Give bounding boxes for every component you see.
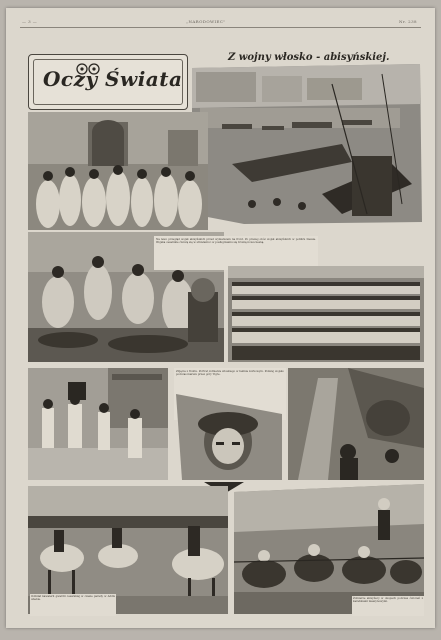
bottom-right-caption: Żołnierze abisyńscy w okopach podczas ćwiczeń z karabinami maszynowymi. <box>353 597 423 604</box>
page-number: — 3 — <box>22 19 38 24</box>
crowd-caption-box <box>154 236 318 270</box>
newspaper-page <box>6 8 435 628</box>
center-caption: Zdjęcia z frontu. Portret żołnierza włoskiego w hełmie korkowym. Poniżej wojsko podczas marszu przez góry Tigre. <box>176 370 284 377</box>
bottom-left-caption-box <box>30 594 116 616</box>
crowd-photo <box>28 112 208 230</box>
section-title: Oczy Świata <box>43 67 183 91</box>
troops-formation-photo <box>228 266 424 362</box>
newspaper-name: „NARODOWIEC" <box>186 19 226 24</box>
soldier-portrait-photo <box>176 394 282 480</box>
crowd-caption: Na lewo przegląd wojsk abisyńskich przed wymarszem na front. Po prawej obóz wojsk abisyńskich w pobliżu Dessie. Wojska cesarskie ćwiczą się w strzelaniu i w posługiwaniu się bronią nowoczesną. <box>156 238 316 245</box>
page-header <box>6 8 435 28</box>
page-headline: Z wojny włosko - abisyńskiej. <box>228 52 390 63</box>
section-logo <box>28 54 188 110</box>
trench-soldiers-photo <box>234 484 424 614</box>
street-march-photo <box>28 368 168 480</box>
bottom-left-caption: Oddział kawalerii gwardii cesarskiej w czasie parady w Addis Abebie. <box>31 595 115 602</box>
header-rule <box>20 27 421 28</box>
issue-number: Nr. 238 <box>399 19 417 24</box>
harbor-photo <box>192 64 422 224</box>
mountain-march-photo <box>288 368 424 480</box>
bottom-right-caption-box <box>352 596 424 616</box>
